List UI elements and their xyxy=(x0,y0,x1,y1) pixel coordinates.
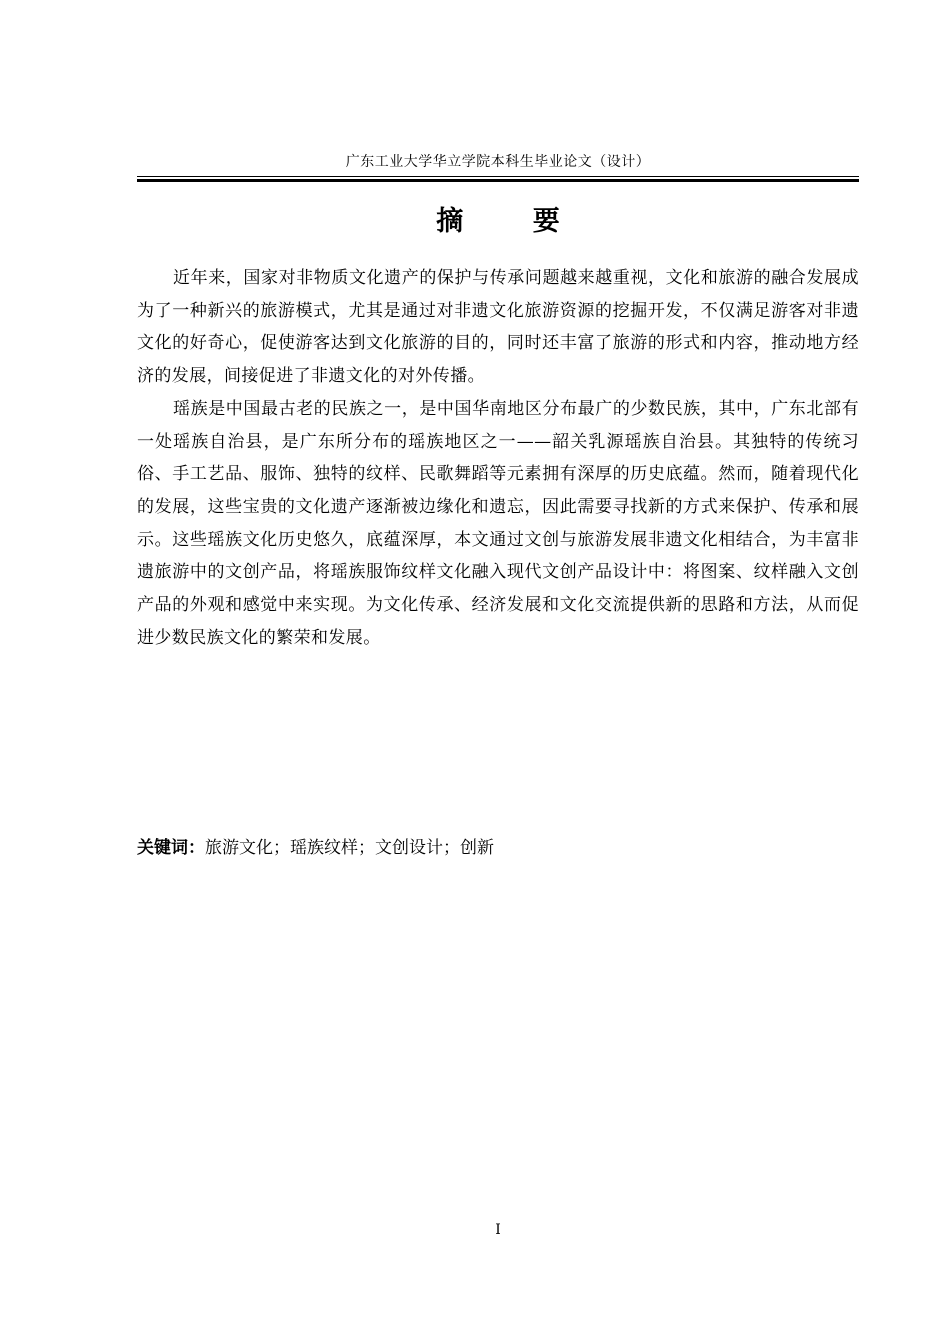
abstract-paragraph-2: 瑶族是中国最古老的民族之一，是中国华南地区分布最广的少数民族，其中，广东北部有一处瑶族自治县，是广东所分布的瑶族地区之一——韶关乳源瑶族自治县。其独特的传统习俗、手工艺品、服饰、独特的纹样、民歌舞蹈等元素拥有深厚的历史底蕴。然而，随着现代化的发展，这些宝贵的文化遗产逐渐被边缘化和遗忘，因此需要寻找新的方式来保护、传承和展示。这些瑶族文化历史悠久，底蕴深厚，本文通过文创与旅游发展非遗文化相结合，为丰富非遗旅游中的文创产品，将瑶族服饰纹样文化融入现代文创产品设计中：将图案、纹样融入文创产品的外观和感觉中来实现。为文化传承、经济发展和文化交流提供新的思路和方法，从而促进少数民族文化的繁荣和发展。 xyxy=(137,398,859,648)
keywords-list: 旅游文化；瑶族纹样；文创设计；创新 xyxy=(205,838,494,858)
keywords-label: 关键词： xyxy=(137,838,205,858)
keywords-line xyxy=(137,833,859,863)
page-number: I xyxy=(495,1222,501,1238)
running-header: 广东工业大学华立学院本科生毕业论文（设计） xyxy=(345,154,651,170)
abstract-paragraph-1: 近年来，国家对非物质文化遗产的保护与传承问题越来越重视，文化和旅游的融合发展成为了一种新兴的旅游模式，尤其是通过对非遗文化旅游资源的挖掘开发，不仅满足游客对非遗文化的好奇心，促使游客达到文化旅游的目的，同时还丰富了旅游的形式和内容，推动地方经济的发展，间接促进了非遗文化的对外传播。 xyxy=(137,268,859,387)
abstract-title: 摘 要 xyxy=(436,206,590,237)
header-rule-thin xyxy=(137,176,859,177)
abstract-body xyxy=(137,262,859,654)
header-rule-thick xyxy=(137,179,859,182)
